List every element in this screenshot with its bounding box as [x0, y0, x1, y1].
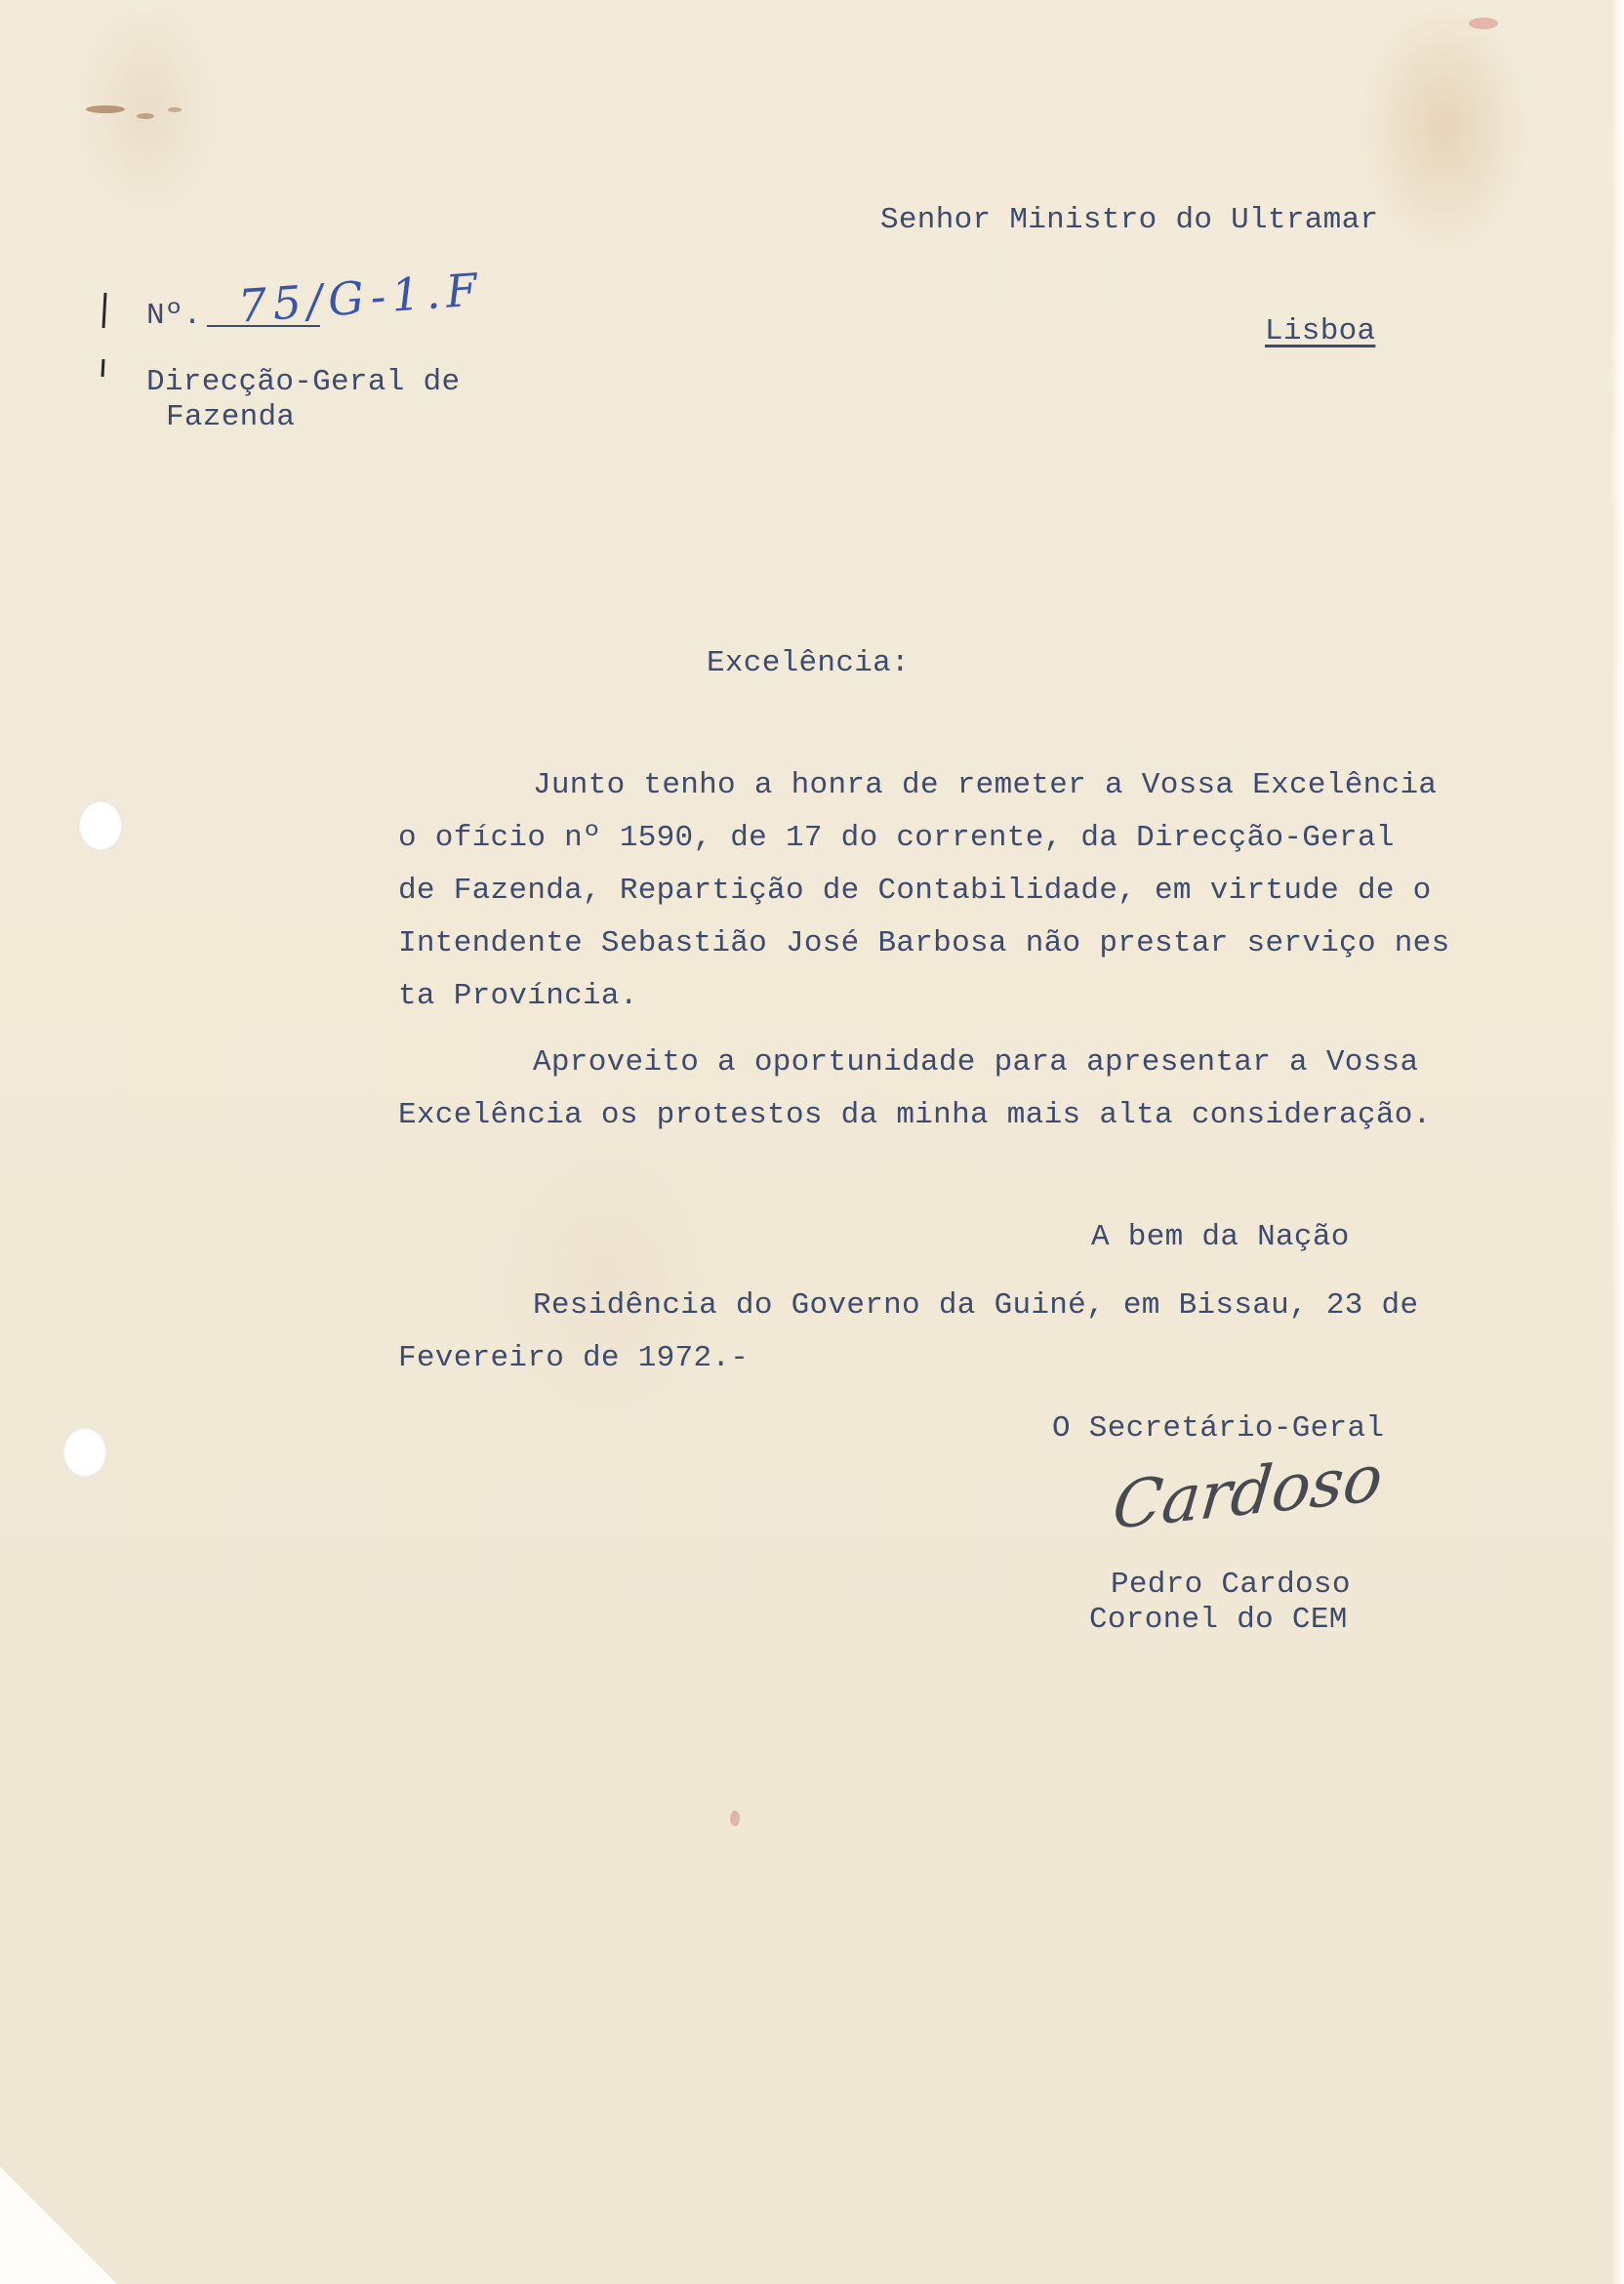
body-paragraph-1 — [398, 759, 1491, 1023]
sender-department: Direcção-Geral de — [146, 365, 461, 399]
page-edge — [1610, 0, 1624, 2284]
signature: Cardoso — [1109, 1439, 1387, 1545]
reference-prefix: Nº. — [146, 299, 202, 333]
body-line: Intendente Sebastião José Barbosa não prestar serviço nes — [398, 926, 1450, 960]
body-line: Excelência os protestos da minha mais alta consideração. — [398, 1098, 1432, 1132]
punch-hole-top — [78, 800, 123, 851]
body-paragraph-2 — [398, 1037, 1491, 1142]
rust-stain — [86, 105, 125, 113]
body-line: ta Província. — [398, 979, 638, 1013]
closing-formula: A bem da Nação — [1091, 1220, 1350, 1254]
margin-mark — [94, 289, 113, 387]
salutation: Excelência: — [707, 646, 910, 680]
place-date-line: Fevereiro de 1972.- — [398, 1341, 750, 1375]
body-line: Junto tenho a honra de remeter a Vossa Excelência — [533, 768, 1438, 802]
signatory-name: Pedro Cardoso — [1111, 1568, 1351, 1602]
rust-stain — [168, 107, 182, 112]
place-date-line: Residência do Governo da Guiné, em Bissau, 23 de — [533, 1288, 1419, 1323]
sender-department-cont: Fazenda — [166, 400, 296, 434]
addressee-city: Lisboa — [1265, 314, 1376, 348]
red-mark — [730, 1811, 740, 1826]
signatory-rank: Coronel do CEM — [1089, 1603, 1348, 1637]
body-line: de Fazenda, Repartição de Contabilidade, em virtude de o — [398, 874, 1432, 908]
reference-handwritten: 75/G-1.F — [236, 263, 485, 333]
corner-fold — [0, 2167, 117, 2284]
addressee-line: Senhor Ministro do Ultramar — [880, 203, 1379, 237]
body-line: Aproveito a oportunidade para apresentar a Vossa — [533, 1045, 1419, 1080]
rust-stain — [137, 113, 154, 119]
signatory-title: O Secretário-Geral — [1052, 1411, 1385, 1446]
body-line: o ofício nº 1590, de 17 do corrente, da Direcção-Geral — [398, 821, 1395, 855]
red-mark — [1469, 18, 1498, 29]
punch-hole-bottom — [62, 1427, 107, 1478]
